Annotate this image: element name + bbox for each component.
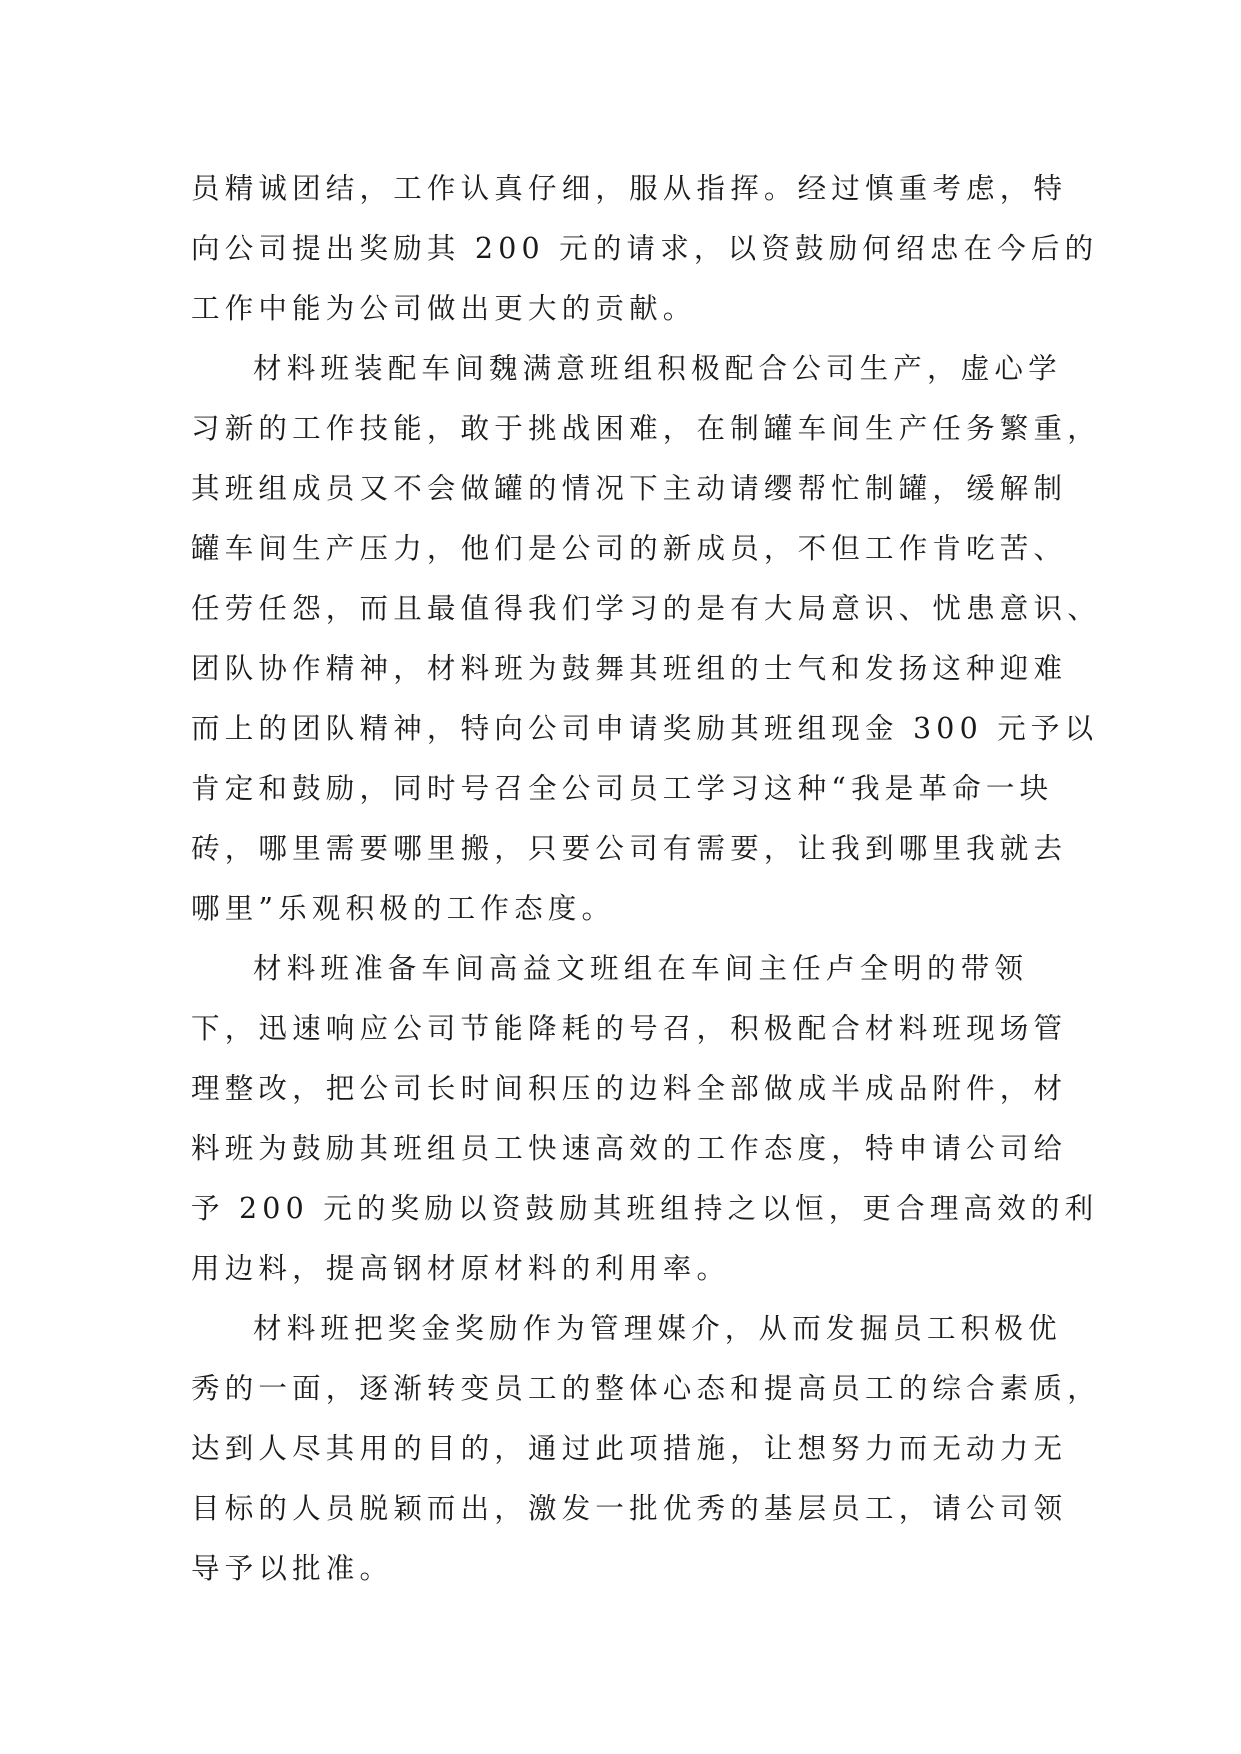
text-line: 习新的工作技能，敢于挑战困难，在制罐车间生产任务繁重，	[191, 412, 1101, 445]
text-line: 秀的一面，逐渐转变员工的整体心态和提高员工的综合素质，	[191, 1372, 1101, 1405]
text-line: 予 200 元的奖励以资鼓励其班组持之以恒，更合理高效的利	[191, 1192, 1099, 1225]
text-line: 工作中能为公司做出更大的贡献。	[191, 292, 697, 325]
paragraph-1	[191, 159, 1099, 339]
body-text	[191, 159, 1101, 1599]
text-line: 材料班准备车间高益文班组在车间主任卢全明的带领	[253, 952, 1029, 985]
text-line: 员精诚团结，工作认真仔细，服从指挥。经过慎重考虑，特	[191, 172, 1068, 205]
paragraph-4	[191, 1299, 1101, 1599]
text-line: 料班为鼓励其班组员工快速高效的工作态度，特申请公司给	[191, 1132, 1068, 1165]
text-line: 材料班装配车间魏满意班组积极配合公司生产，虚心学	[253, 352, 1062, 385]
paragraph-3	[191, 939, 1099, 1299]
text-line: 导予以批准。	[191, 1552, 394, 1585]
text-line: 哪里”乐观积极的工作态度。	[191, 892, 616, 925]
text-line: 其班组成员又不会做罐的情况下主动请缨帮忙制罐，缓解制	[191, 472, 1068, 505]
text-line: 下，迅速响应公司节能降耗的号召，积极配合材料班现场管	[191, 1012, 1068, 1045]
text-line: 而上的团队精神，特向公司申请奖励其班组现金 300 元予以	[191, 712, 1099, 745]
text-line: 向公司提出奖励其 200 元的请求，以资鼓励何绍忠在今后的	[191, 232, 1099, 265]
text-line: 罐车间生产压力，他们是公司的新成员，不但工作肯吃苦、	[191, 532, 1068, 565]
text-line: 达到人尽其用的目的，通过此项措施，让想努力而无动力无	[191, 1432, 1068, 1465]
text-line: 目标的人员脱颖而出，激发一批优秀的基层员工，请公司领	[191, 1492, 1068, 1525]
text-line: 任劳任怨，而且最值得我们学习的是有大局意识、忧患意识、	[191, 592, 1101, 625]
paragraph-2	[191, 339, 1101, 939]
text-line: 肯定和鼓励，同时号召全公司员工学习这种“我是革命一块	[191, 772, 1054, 805]
text-line: 用边料，提高钢材原材料的利用率。	[191, 1252, 731, 1285]
text-line: 团队协作精神，材料班为鼓舞其班组的士气和发扬这种迎难	[191, 652, 1068, 685]
text-line: 理整改，把公司长时间积压的边料全部做成半成品附件，材	[191, 1072, 1068, 1105]
text-line: 砖，哪里需要哪里搬，只要公司有需要，让我到哪里我就去	[191, 832, 1068, 865]
text-line: 材料班把奖金奖励作为管理媒介，从而发掘员工积极优	[253, 1312, 1062, 1345]
